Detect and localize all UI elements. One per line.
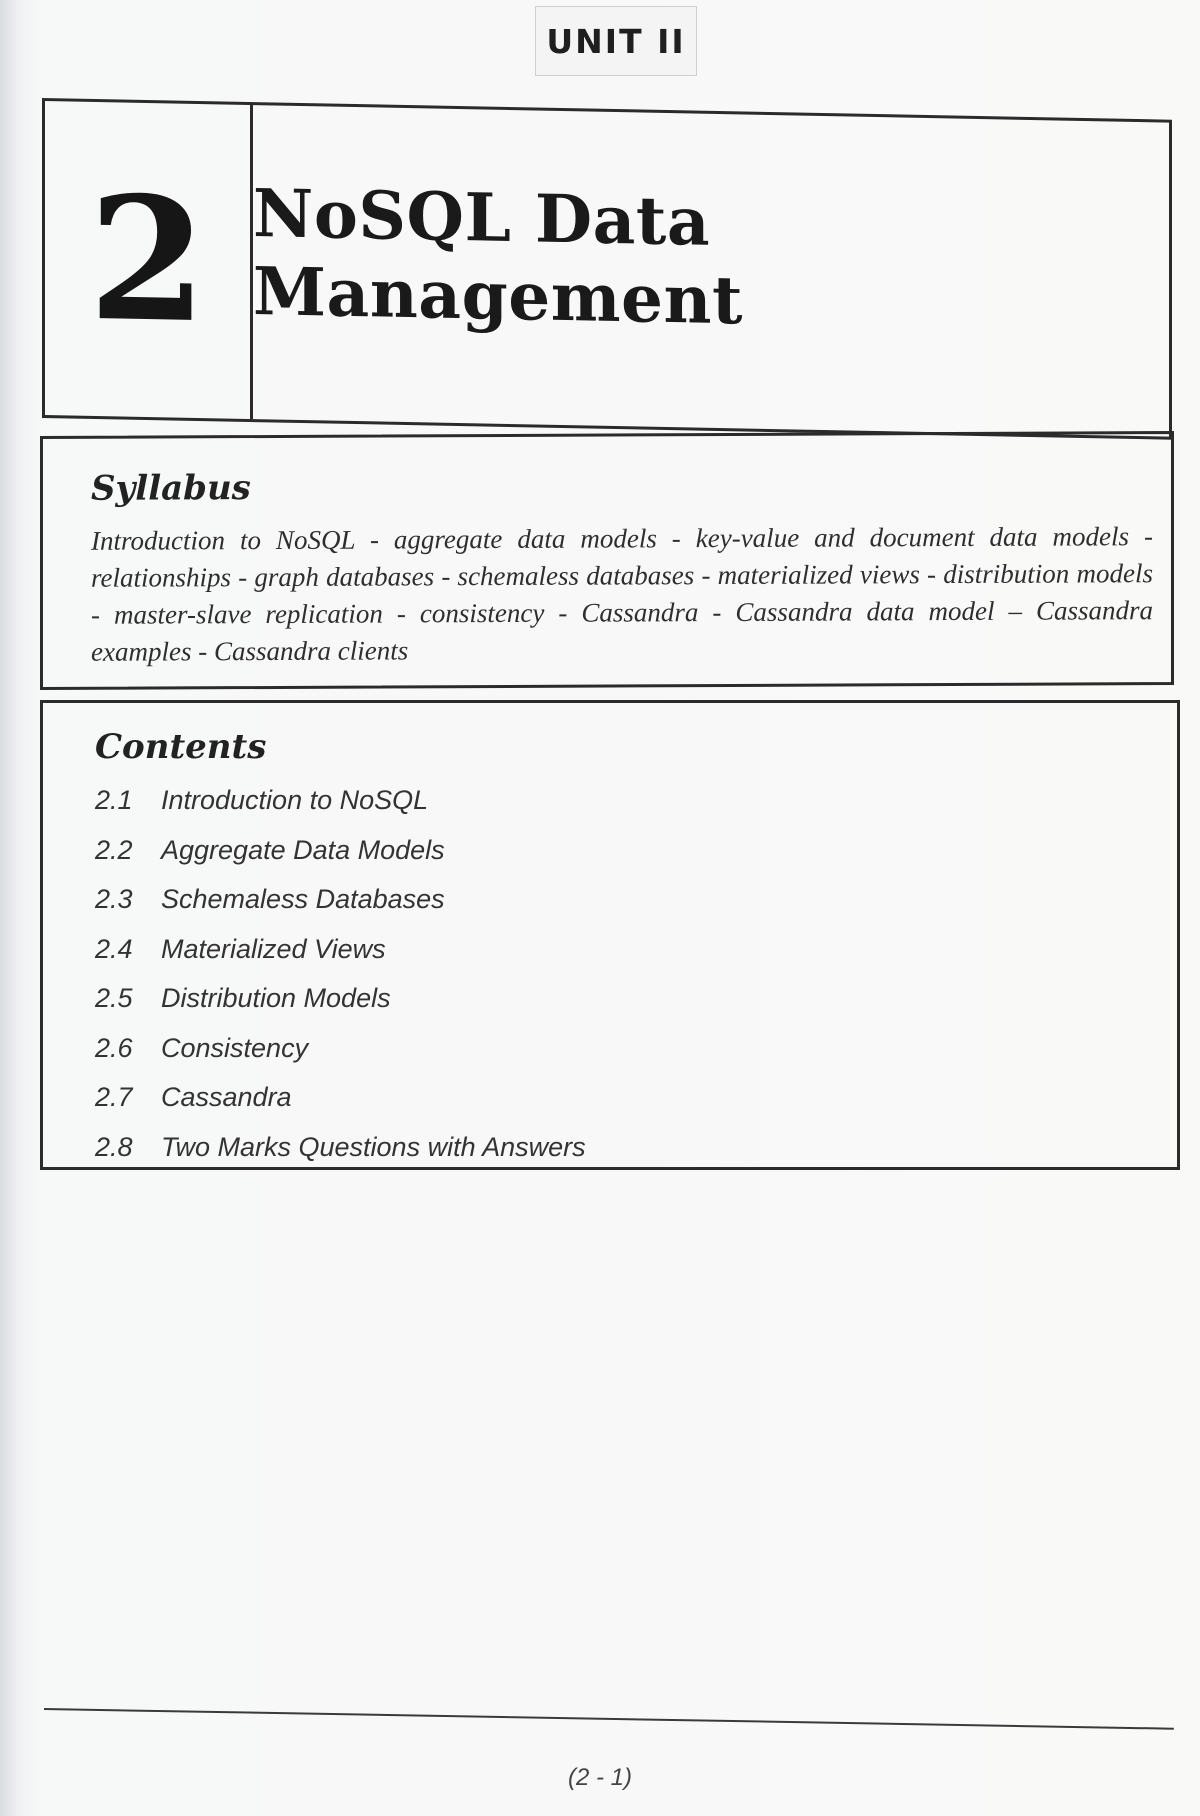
contents-item-number: 2.2 bbox=[95, 834, 133, 865]
contents-heading: Contents bbox=[95, 727, 267, 767]
contents-item-2-1 bbox=[95, 785, 586, 835]
contents-item-2-8 bbox=[95, 1132, 586, 1182]
unit-label-box bbox=[535, 6, 697, 76]
contents-item-number: 2.6 bbox=[95, 1032, 133, 1063]
contents-item-title: Introduction to NoSQL bbox=[161, 785, 429, 815]
contents-item-number: 2.4 bbox=[95, 933, 133, 964]
contents-item-title: Consistency bbox=[161, 1032, 309, 1063]
contents-item-title: Cassandra bbox=[161, 1082, 292, 1112]
unit-label: UNIT II bbox=[546, 21, 686, 61]
contents-item-number: 2.7 bbox=[95, 1082, 133, 1112]
chapter-number: 2 bbox=[88, 158, 207, 362]
syllabus-box bbox=[40, 431, 1174, 690]
contents-item-number: 2.3 bbox=[95, 884, 133, 914]
contents-item-title: Aggregate Data Models bbox=[161, 834, 445, 865]
contents-item-2-3 bbox=[95, 884, 586, 934]
contents-item-title: Two Marks Questions with Answers bbox=[161, 1131, 586, 1162]
contents-item-2-5 bbox=[95, 983, 586, 1033]
contents-item-2-6 bbox=[95, 1033, 586, 1083]
contents-item-2-4 bbox=[95, 934, 586, 984]
chapter-title: NoSQL Data Management bbox=[253, 174, 744, 340]
chapter-header-box bbox=[42, 98, 1172, 440]
contents-item-number: 2.5 bbox=[95, 983, 133, 1013]
contents-item-number: 2.1 bbox=[95, 785, 133, 815]
footer-rule bbox=[44, 1708, 1174, 1730]
contents-item-number: 2.8 bbox=[95, 1131, 133, 1162]
syllabus-text: Introduction to NoSQL - aggregate data models - key-value and document data models - relationships - graph databases - schemaless databases - materialized views - distribution models - master-slave replication - consistency - Cassandra - Cassandra data model – Cassandra examples - Cassandra clients bbox=[91, 521, 1153, 667]
syllabus-heading: Syllabus bbox=[91, 468, 251, 509]
contents-item-title: Materialized Views bbox=[161, 933, 386, 964]
contents-item-title: Schemaless Databases bbox=[161, 884, 445, 914]
contents-item-2-7 bbox=[95, 1082, 586, 1132]
contents-box bbox=[40, 700, 1180, 1170]
page-number: (2 - 1) bbox=[567, 1764, 632, 1791]
contents-item-title: Distribution Models bbox=[161, 983, 391, 1013]
contents-list bbox=[95, 785, 586, 1181]
contents-item-2-2 bbox=[95, 835, 586, 885]
